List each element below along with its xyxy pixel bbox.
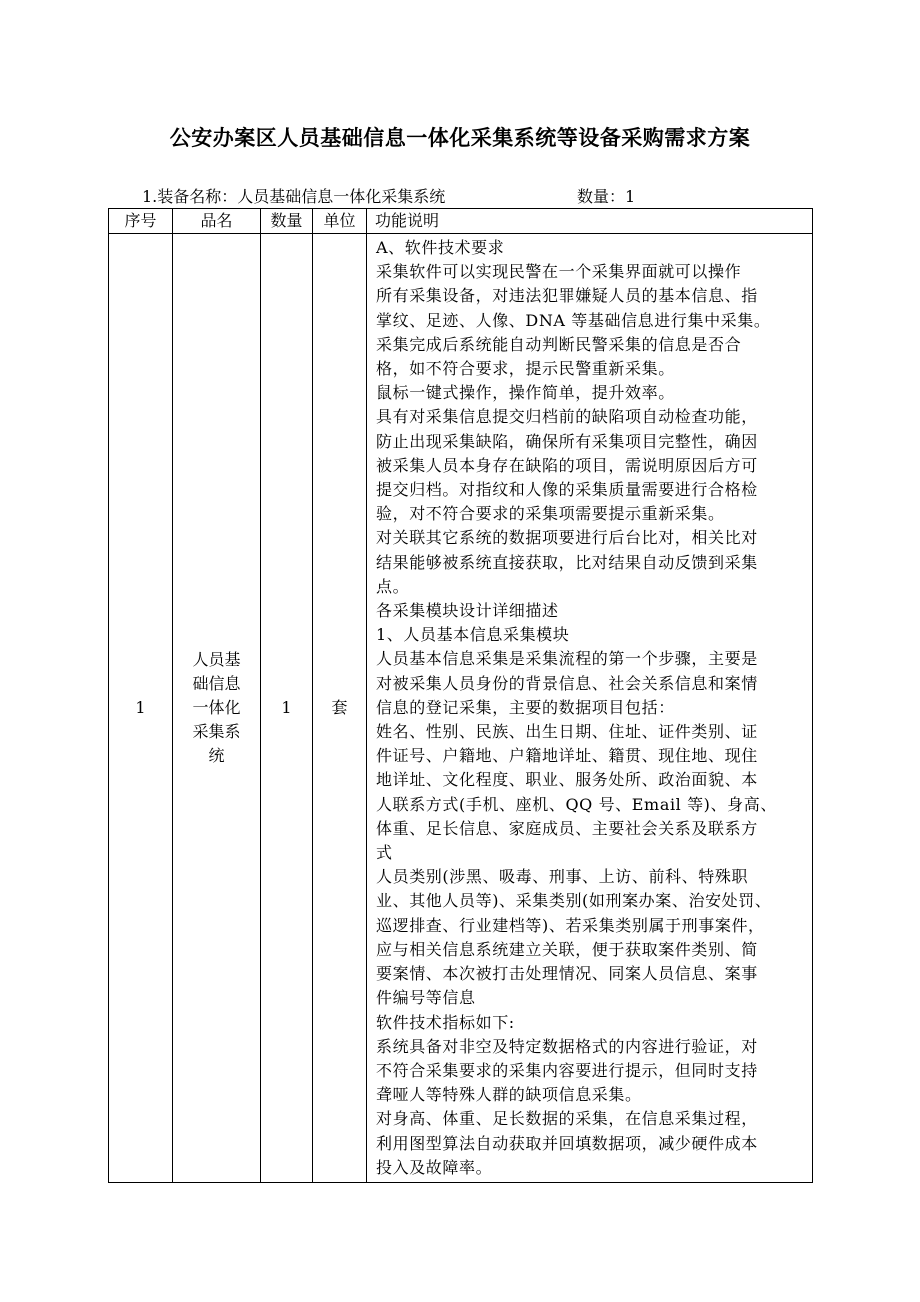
function-line: 业、其他人员等)、采集类别(如刑案办案、治安处罚、 (376, 891, 772, 911)
cell-unit: 套 (313, 234, 367, 1183)
cell-no: 1 (109, 234, 173, 1183)
function-line: 信息的登记采集，主要的数据项目包括： (376, 697, 675, 717)
function-line: 各采集模块设计详细描述 (376, 601, 559, 621)
function-line: 件编号等信息 (376, 988, 476, 1008)
function-line: 点。 (376, 576, 410, 596)
function-line: 式 (376, 843, 393, 863)
function-line: 利用图型算法自动获取并回填数据项，减少硬件成本 (376, 1133, 758, 1153)
table-header-row (109, 209, 813, 234)
header-unit: 单位 (313, 209, 367, 234)
function-line: 鼠标一键式操作，操作简单，提升效率。 (376, 383, 675, 403)
function-line: 体重、足长信息、家庭成员、主要社会关系及联系方 (376, 818, 758, 838)
function-line: 1、人员基本信息采集模块 (376, 625, 570, 645)
table-row (109, 234, 813, 1183)
function-line: 采集软件可以实现民警在一个采集界面就可以操作 (376, 262, 742, 282)
cell-function (367, 234, 813, 1183)
header-function: 功能说明 (367, 209, 813, 234)
function-line: 对被采集人员身份的背景信息、社会关系信息和案情 (376, 673, 758, 693)
function-line: 应与相关信息系统建立关联，便于获取案件类别、简 (376, 939, 758, 959)
cell-quantity: 1 (261, 234, 313, 1183)
function-line: 所有采集设备，对违法犯罪嫌疑人员的基本信息、指 (376, 286, 758, 306)
function-line: 对身高、体重、足长数据的采集，在信息采集过程， (376, 1109, 758, 1129)
function-line: 软件技术指标如下: (376, 1012, 515, 1032)
function-line: 件证号、户籍地、户籍地详址、籍贯、现住地、现住 (376, 746, 758, 766)
function-line: 验，对不符合要求的采集项需要提示重新采集。 (376, 504, 725, 524)
document-title: 公安办案区人员基础信息一体化采集系统等设备采购需求方案 (169, 126, 751, 150)
function-line: 对关联其它系统的数据项要进行后台比对，相关比对 (376, 528, 758, 548)
function-line: 人联系方式(手机、座机、QQ 号、Email 等)、身高、 (376, 794, 777, 814)
function-line: 投入及故障率。 (376, 1157, 493, 1177)
function-line: 采集完成后系统能自动判断民警采集的信息是否合 (376, 334, 742, 354)
function-line: 聋哑人等特殊人群的缺项信息采集。 (376, 1085, 642, 1105)
spec-table (108, 208, 813, 1183)
function-line: 姓名、性别、民族、出生日期、住址、证件类别、证 (376, 722, 758, 742)
function-line: 系统具备对非空及特定数据格式的内容进行验证，对 (376, 1036, 758, 1056)
function-description (376, 236, 806, 1180)
function-line: 提交归档。对指纹和人像的采集质量需要进行合格检 (376, 480, 758, 500)
function-line: 人员类别(涉黑、吸毒、刑事、上访、前科、特殊职 (376, 867, 749, 887)
cell-item-name: 人员基础信息一体化采集系统 (173, 234, 261, 1183)
function-line: 防止出现采集缺陷，确保所有采集项目完整性，确因 (376, 431, 758, 451)
function-line: 不符合采集要求的采集内容要进行提示，但同时支持 (376, 1060, 758, 1080)
function-line: 掌纹、足迹、人像、DNA 等基础信息进行集中采集。 (376, 310, 771, 330)
function-line: 被采集人员本身存在缺陷的项目，需说明原因后方可 (376, 455, 758, 475)
header-no: 序号 (109, 209, 173, 234)
function-line: 格，如不符合要求，提示民警重新采集。 (376, 359, 675, 379)
header-quantity: 数量 (261, 209, 313, 234)
equipment-line (142, 186, 742, 208)
function-line: A、软件技术要求 (376, 238, 505, 257)
function-line: 要案情、本次被打击处理情况、同案人员信息、案事 (376, 964, 758, 984)
function-line: 结果能够被系统直接获取，比对结果自动反馈到采集 (376, 552, 758, 572)
equipment-quantity: 数量：1 (577, 187, 636, 206)
function-line: 具有对采集信息提交归档前的缺陷项自动检查功能， (376, 407, 758, 427)
function-line: 地详址、文化程度、职业、服务处所、政治面貌、本 (376, 770, 758, 790)
function-line: 人员基本信息采集是采集流程的第一个步骤，主要是 (376, 649, 758, 669)
header-item-name: 品名 (173, 209, 261, 234)
function-line: 巡逻排查、行业建档等)、若采集类别属于刑事案件， (376, 915, 765, 935)
equipment-name: 1.装备名称：人员基础信息一体化采集系统 (142, 187, 446, 206)
